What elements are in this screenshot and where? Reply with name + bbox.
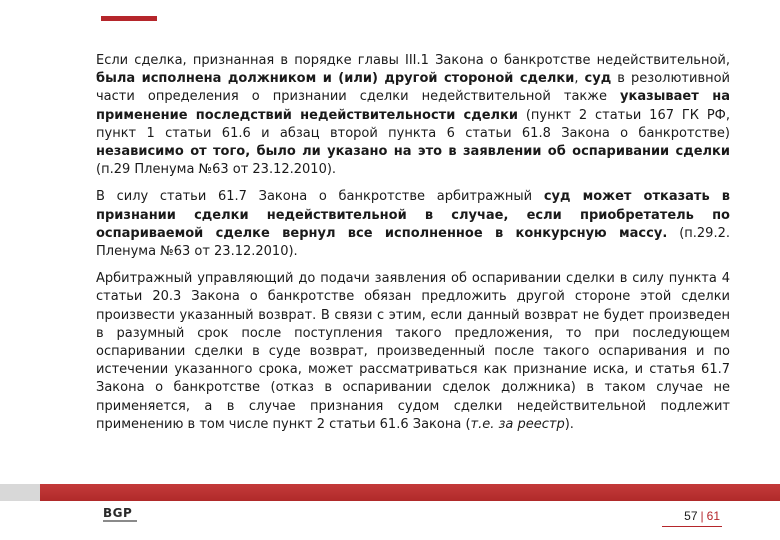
page-number-rule (662, 526, 722, 527)
header-accent-bar (101, 16, 157, 21)
text-run: Если сделка, признанная в порядке главы III.1 Закона о банкротстве недействительной, (96, 53, 730, 68)
text-run: (пункт 2 статьи 167 ГК РФ, пункт 1 статьи 61.6 и абзац второй пункта 6 статьи 61.8 Закона о банкротстве) (96, 107, 730, 141)
text-run: (п.29 Пленума №63 от 23.12.2010). (96, 162, 337, 178)
text-run: указывает на применение последствий недействительности сделки (96, 89, 730, 123)
text-run: т.е. за реестр (470, 416, 565, 432)
text-run: суд (584, 71, 612, 87)
text-run: независимо от того, было ли указано на это в заявлении об оспаривании сделки (96, 144, 730, 160)
text-run: Арбитражный управляющий до подачи заявления об оспаривании сделки в силу пункта 4 статьи 20.3 Закона о банкротстве обязан предложить другой стороне этой сделки произвести указанный возврат. В связи с этим, если данный возврат не будет произведен в разумный срок после поступления такого предложения, то при последующем оспаривании сделки в суде возврат, произведенный после такого оспаривания и по истечении указанного срока, может рассматриваться как признание иска, и статья 61.7 Закона о банкротстве (отказ в оспаривании сделок должника) в таком случае не применяется, а в случае признания судом сделки недействительной подлежит применению в том числе пункт 2 статьи 61.6 Закона ( (96, 271, 730, 432)
page-current: 57 (684, 509, 698, 523)
page-number (684, 509, 720, 523)
text-run: В силу статьи 61.7 Закона о банкротстве арбитражный (96, 189, 544, 205)
slide-body (96, 52, 730, 443)
text-run: была исполнена должником и (или) другой стороной сделки (96, 71, 575, 87)
company-logo: BGP (103, 506, 133, 520)
logo-underline (103, 520, 137, 522)
paragraph-2 (96, 188, 730, 261)
page-total: 61 (706, 509, 720, 523)
paragraph-1 (96, 52, 730, 179)
paragraph-3 (96, 270, 730, 434)
text-run: , (574, 71, 585, 87)
text-run: ). (564, 416, 574, 432)
text-run: в резолютивной части определения о признании сделки недействительной также (96, 71, 731, 105)
footer-band (0, 484, 780, 501)
text-run: (п.29.2. Пленума №63 от 23.12.2010). (96, 225, 730, 260)
text-run: суд может отказать в признании сделки недействительной в случае, если приобретатель по оспариваемой сделке вернул все исполненное в конкурсную массу. (96, 189, 730, 241)
page-separator: | (700, 509, 704, 523)
